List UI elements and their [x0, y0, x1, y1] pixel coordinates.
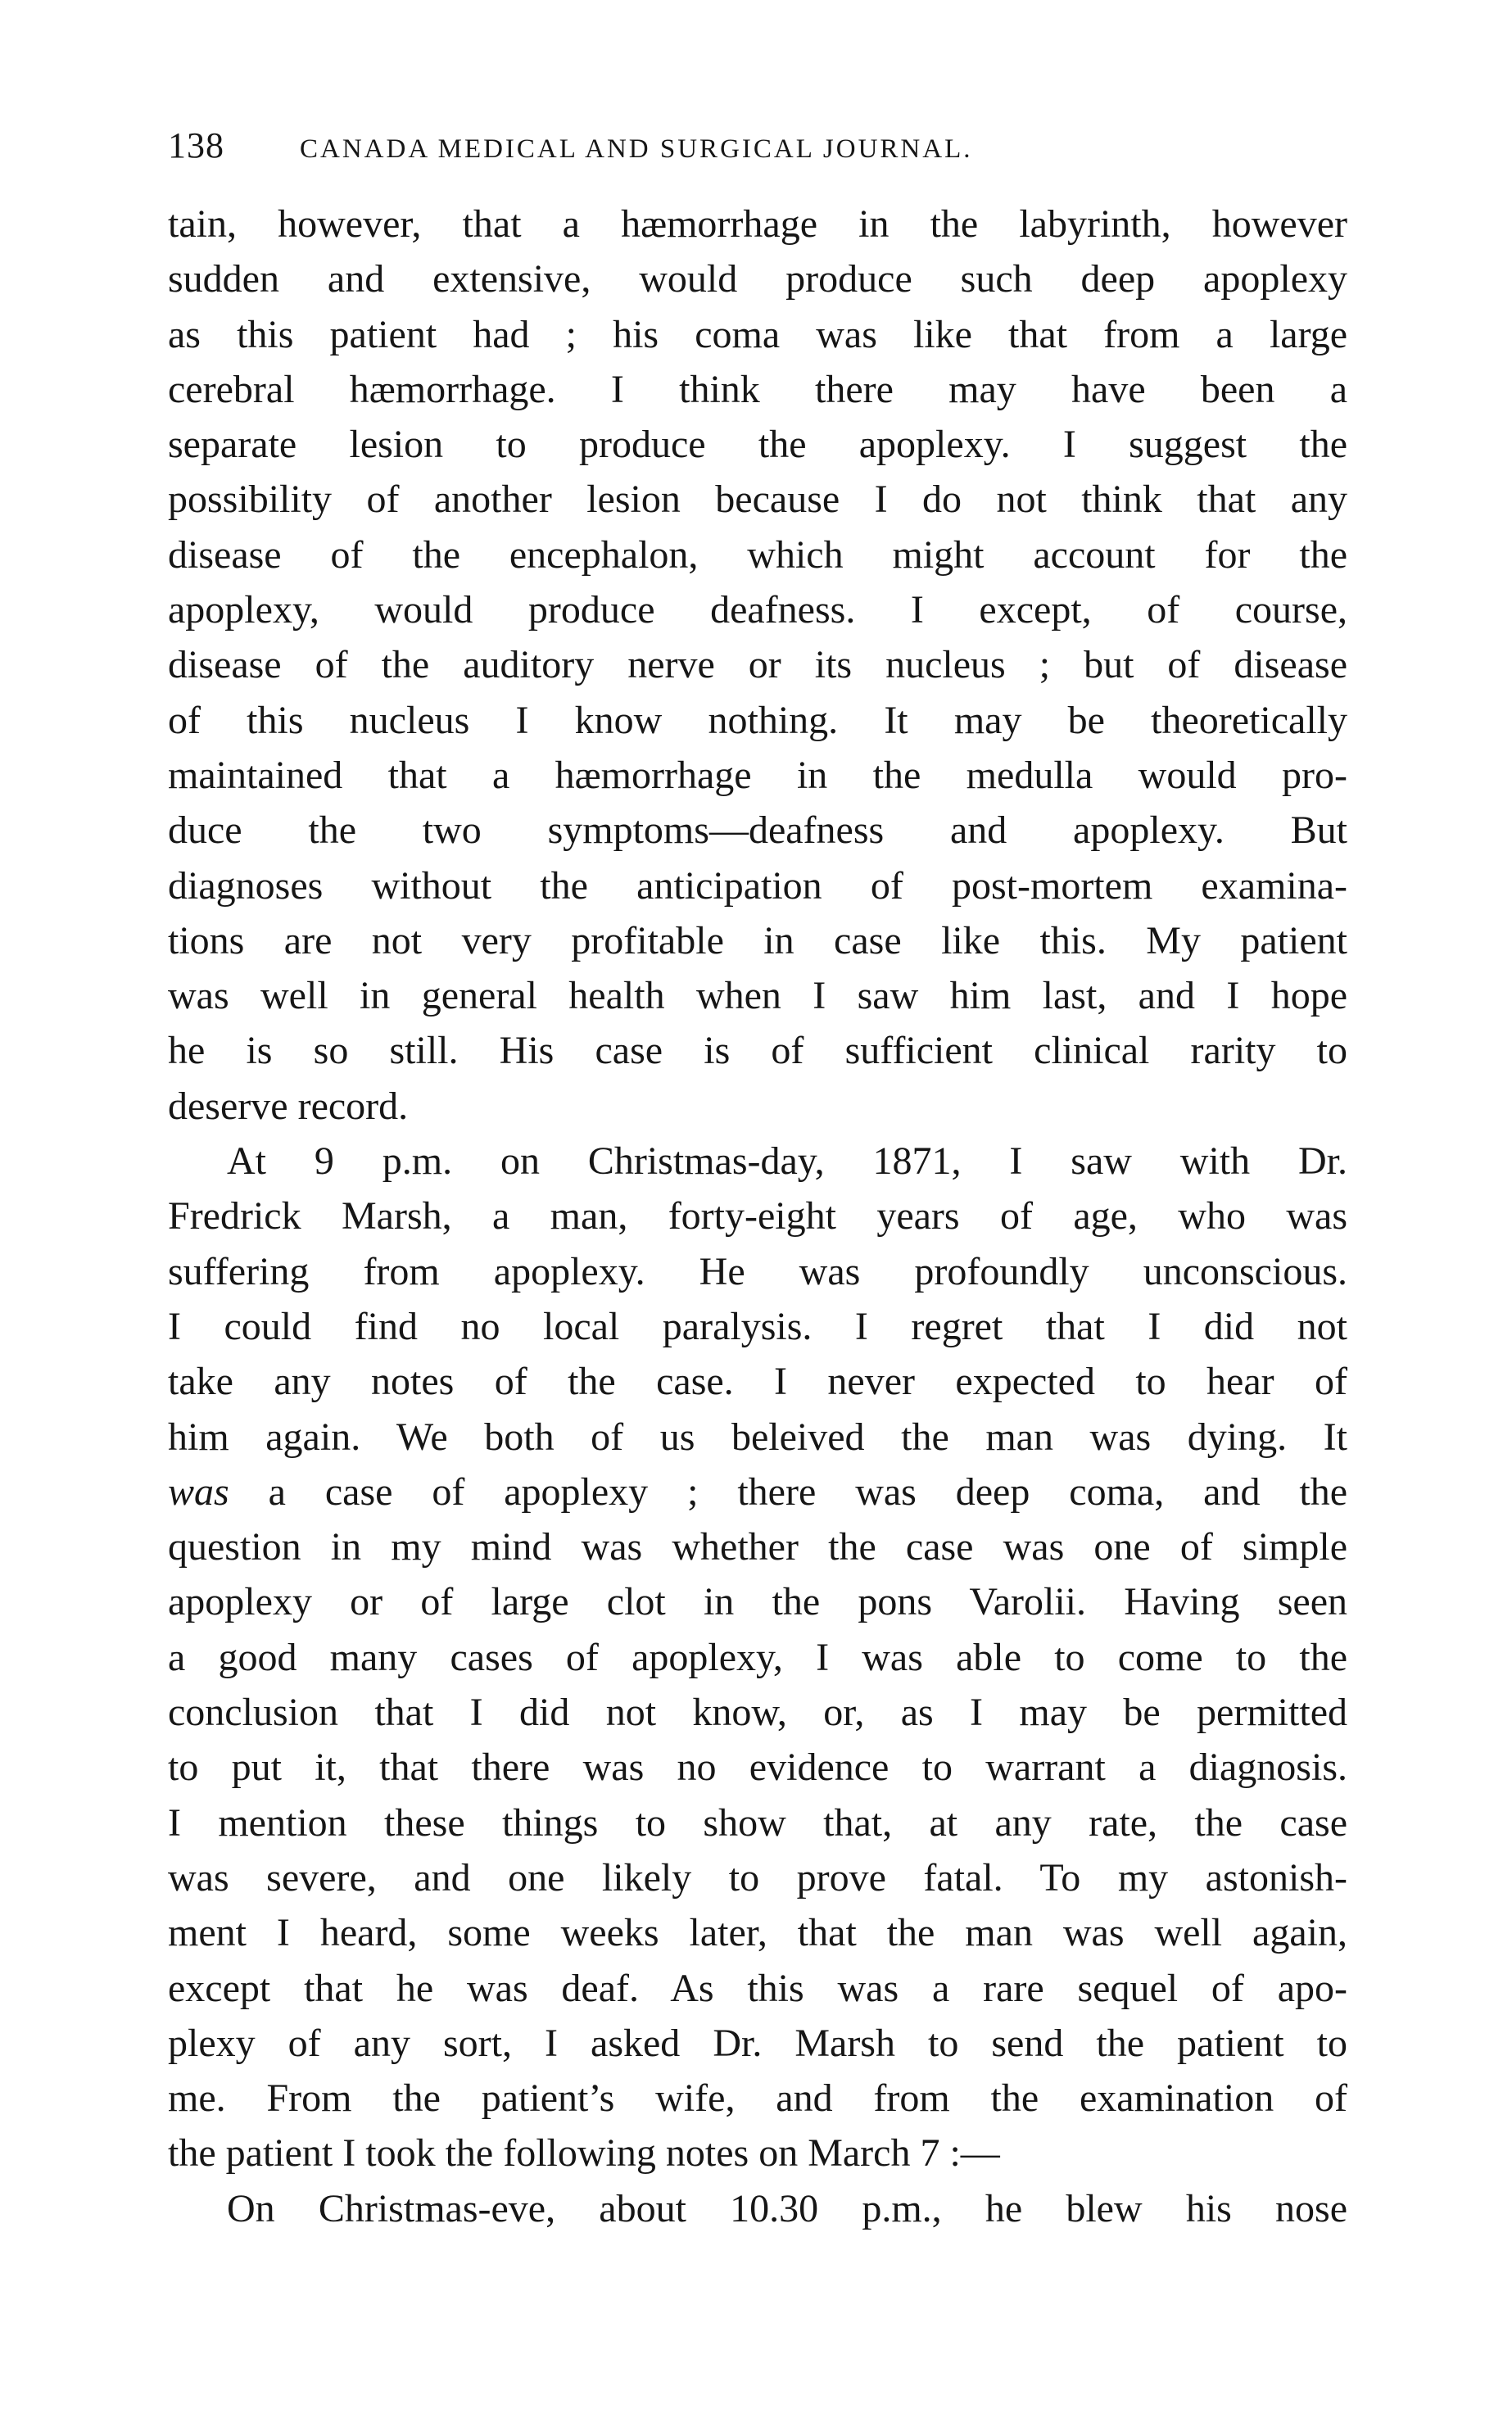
journal-title: CANADA MEDICAL AND SURGICAL JOURNAL.	[300, 134, 973, 164]
text-line: apoplexy, would produce deafness. I except, of course,	[168, 588, 1347, 632]
text-line: possibility of another lesion because I do not think that any	[168, 478, 1347, 522]
text-line: maintained that a hæmorrhage in the medulla would pro-	[168, 753, 1347, 797]
text-line-with-italic	[168, 1465, 1347, 1519]
text-line: disease of the auditory nerve or its nucleus ; but of disease	[168, 643, 1347, 687]
text-line: was well in general health when I saw him last, and I hope	[168, 974, 1347, 1018]
text-line: tions are not very profitable in case like this. My patient	[168, 918, 1347, 962]
text-line: as this patient had ; his coma was like that from a large	[168, 312, 1347, 356]
text-line: him again. We both of us beleived the man was dying. It	[168, 1415, 1347, 1459]
text-line: cerebral hæmorrhage. I think there may have been a	[168, 367, 1347, 411]
text-line: was severe, and one likely to prove fatal. To my astonish-	[168, 1855, 1347, 1900]
body-text	[168, 197, 1347, 2236]
text-line: I mention these things to show that, at any rate, the case	[168, 1800, 1347, 1845]
text-line: of this nucleus I know nothing. It may be theoretically	[168, 698, 1347, 742]
text-line: take any notes of the case. I never expected to hear of	[168, 1360, 1347, 1404]
text-line: On Christmas-eve, about 10.30 p.m., he blew his nose	[227, 2186, 1347, 2230]
text-line-rest: a case of apoplexy ; there was deep coma, and the	[229, 1469, 1347, 1514]
text-line: a good many cases of apoplexy, I was able to come to the	[168, 1635, 1347, 1679]
text-line: At 9 p.m. on Christmas-day, 1871, I saw with Dr.	[227, 1139, 1347, 1184]
text-line: Fredrick Marsh, a man, forty-eight years of age, who was	[168, 1194, 1347, 1238]
text-line: deserve record.	[168, 1084, 409, 1128]
text-line: tain, however, that a hæmorrhage in the labyrinth, however	[168, 202, 1347, 246]
text-line: conclusion that I did not know, or, as I may be permitted	[168, 1691, 1347, 1735]
text-line: sudden and extensive, would produce such deep apoplexy	[168, 257, 1347, 301]
text-line: plexy of any sort, I asked Dr. Marsh to send the patient to	[168, 2021, 1347, 2065]
text-line: I could find no local paralysis. I regret that I did not	[168, 1304, 1347, 1348]
text-line: diagnoses without the anticipation of post-mortem examina-	[168, 863, 1347, 908]
text-line: except that he was deaf. As this was a rare sequel of apo-	[168, 1966, 1347, 2010]
text-line: duce the two symptoms—deafness and apoplexy. But	[168, 808, 1347, 853]
text-line: me. From the patient’s wife, and from the examination of	[168, 2076, 1347, 2121]
text-line: apoplexy or of large clot in the pons Varolii. Having seen	[168, 1580, 1347, 1624]
text-line: disease of the encephalon, which might account for the	[168, 532, 1347, 577]
text-line: separate lesion to produce the apoplexy. I suggest the	[168, 423, 1347, 467]
text-line: he is so still. His case is of sufficient clinical rarity to	[168, 1029, 1347, 1073]
italic-word: was	[168, 1469, 229, 1514]
text-line: the patient I took the following notes on March 7 :—	[168, 2131, 1000, 2176]
page-number: 138	[168, 125, 224, 165]
text-line: ment I heard, some weeks later, that the man was well again,	[168, 1911, 1347, 1955]
text-line: to put it, that there was no evidence to warrant a diagnosis.	[168, 1746, 1347, 1790]
text-line: question in my mind was whether the case was one of simple	[168, 1525, 1347, 1569]
running-head	[168, 125, 1347, 174]
text-line: suffering from apoplexy. He was profoundly unconscious.	[168, 1249, 1347, 1293]
